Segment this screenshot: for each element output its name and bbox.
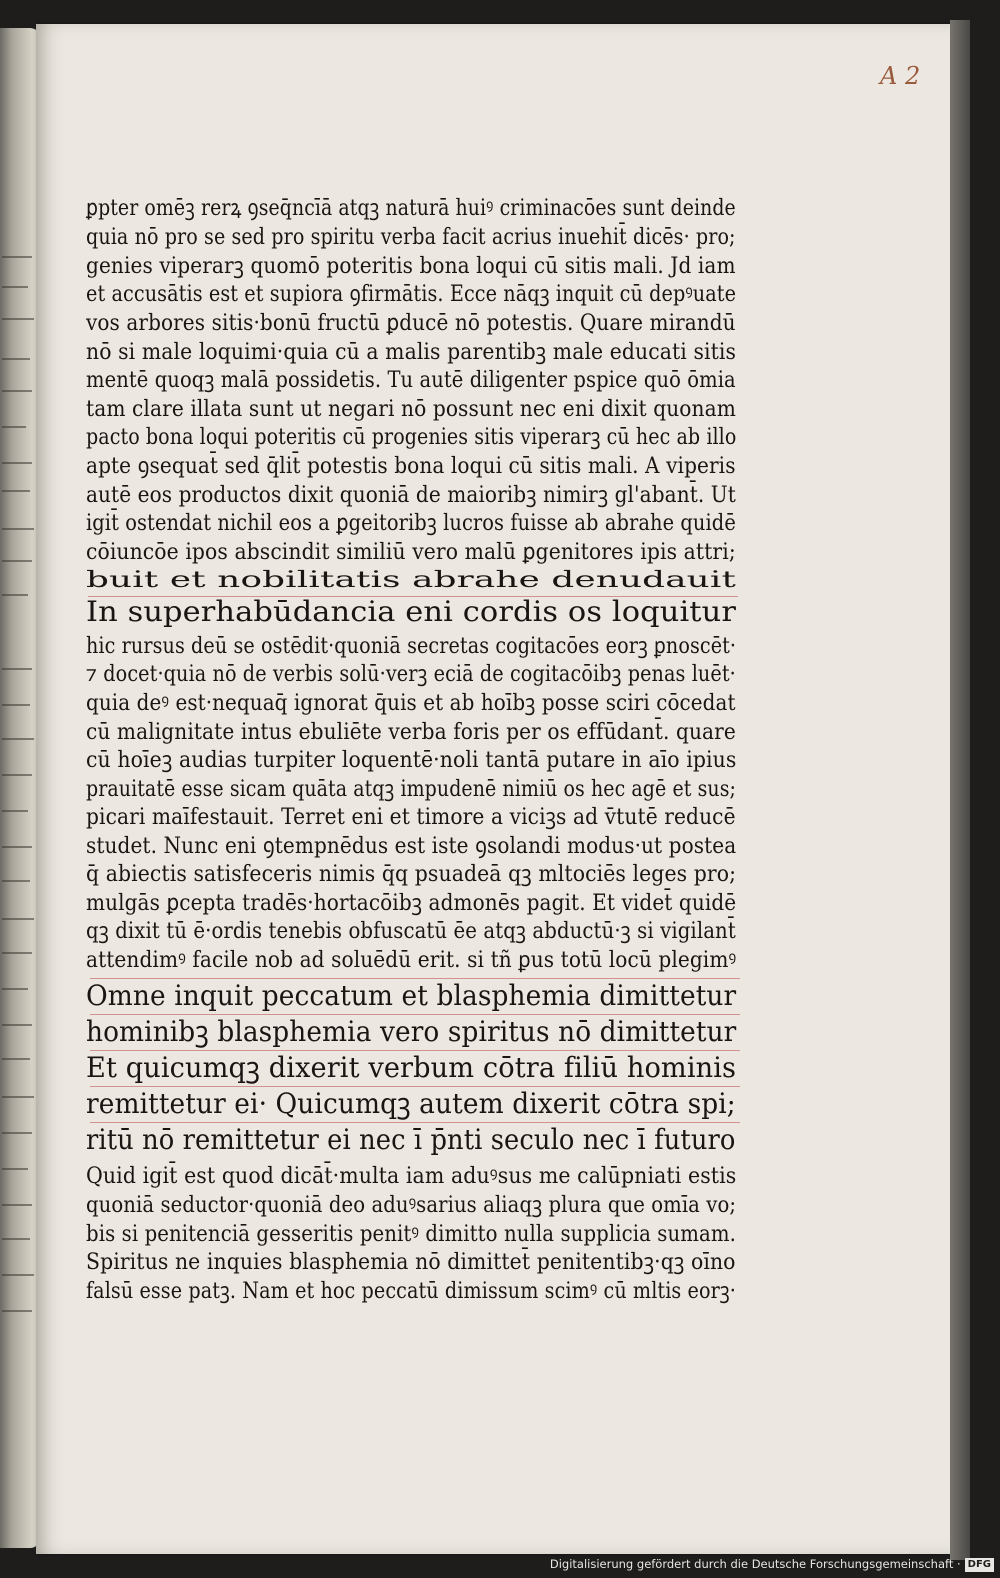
text-line: igit̄ ostendat nichil eos a ꝑgeitoribꝫ lucros fuisse ab abrahe quidē — [86, 511, 736, 536]
credit-text: Digitalisierung gefördert durch die Deutsche Forschungsgemeinschaft · — [549, 1557, 961, 1571]
text-line: genies viperarꝫ quomō poteritis bona loqui cū sitis mali. Jd iam — [86, 254, 736, 279]
quotation-line: hominibꝫ blasphemia vero spiritus nō dimittetur — [86, 1015, 737, 1048]
scripture-heading-1: In superhabūdancia eni cordis os loquitur — [86, 595, 736, 628]
text-line: bis si penitenciā gesseritis penitꝰ dimitto nulla supplicia sumam. — [86, 1222, 736, 1247]
folio-number: A 2 — [880, 62, 921, 90]
text-line: picari maīfestauit. Terret eni et timore a viciꝫs ad v̄tutē reducē — [86, 805, 736, 830]
quotation-line: Et quicumqꝫ dixerit verbum cōtra filiū hominis — [86, 1051, 737, 1084]
text-line: pacto bona loqui poteritis cū progenies sitis viperarꝫ cū hec ab illo — [86, 425, 737, 450]
text-line: quoniā seductor·quoniā deo aduꝰsarius aliaqꝫ plura que omīa vo; — [86, 1193, 737, 1218]
quotation-line: Omne inquit peccatum et blasphemia dimittetur — [86, 979, 737, 1012]
text-line: falsū esse patꝫ. Nam et hoc peccatū dimissum scimꝰ cū mltis eorꝫ· — [86, 1279, 736, 1304]
text-line: buit et nobilitatis abrahe denudauit — [86, 568, 736, 593]
text-line: cōiuncōe ipos abscindit similiū vero malū ꝑgenitores ipis attri; — [86, 540, 736, 565]
text-line: nō si male loquimi·quia cū a malis parentibꝫ male educati sitis — [86, 340, 737, 365]
text-line: mulgās ꝑcepta tradēs·hortacōibꝫ admonēs pagit. Et videt̄ quidē — [86, 891, 737, 916]
text-line: vos arbores sitis·bonū fructū ꝑducē nō potestis. Quare mirandū — [86, 311, 736, 336]
quotation-line: ritū nō remittetur ei nec ī p̄nti seculo nec ī futuro — [86, 1123, 736, 1156]
text-line: tam clare illata sunt ut negari nō possunt nec eni dixit quonam — [86, 397, 736, 422]
text-line: cū hoīeꝫ audias turpiter loquentē·noli tantā putare in aīo ipius — [86, 748, 737, 773]
text-line: Quid igit̄ est quod dicāt̄·multa iam aduꝰsus me calūpniati estis — [86, 1164, 737, 1189]
text-line: prauitatē esse sicam quāta atqꝫ impudenē nimiū os hec agē et sus; — [86, 777, 737, 802]
text-line: ⁊ docet·quia nō de verbis solū·verꝫ eciā de cogitacōibꝫ penas luēt· — [86, 662, 736, 687]
text-line: Spiritus ne inquies blasphemia nō dimittet̄ penitentibꝫ·qꝫ oīno — [86, 1250, 736, 1275]
text-line: ꝑpter omēꝫ rerꝝ ꝯseq̄ncīā atqꝫ naturā huiꝰ criminacōes sunt deinde — [86, 196, 736, 221]
text-line: studet. Nunc eni ꝯtempnēdus est iste ꝯsolandi modus·ut postea — [86, 834, 737, 859]
left-page-edge — [0, 28, 40, 1548]
right-book-edge — [950, 20, 970, 1560]
text-line: q̄ abiectis satisfeceris nimis q̄q psuadeā qꝫ mltociēs leges pro; — [86, 862, 737, 887]
text-line: quia deꝰ est·nequaq̄ ignorat q̄uis et ab hoībꝫ posse sciri cōcedat — [86, 691, 736, 716]
text-line: et accusātis est et supiora ꝯfirmātis. Ecce nāqꝫ inquit cū depꝰuate — [86, 282, 737, 307]
text-line: cū malignitate intus ebuliēte verba foris per os effūdant̄. quare — [86, 720, 736, 745]
text-line: mentē quoqꝫ malā possidetis. Tu autē diligenter pspice quō ōmia — [86, 368, 736, 393]
digitization-credit — [550, 1553, 994, 1575]
quotation-line: remittetur ei· Quicumqꝫ autem dixerit cōtra spi; — [86, 1087, 736, 1120]
text-line: apte ꝯsequat̄ sed q̄lit̄ potestis bona loqui cū sitis mali. A viperis — [86, 454, 736, 479]
dfg-logo: DFG — [965, 1558, 994, 1572]
text-line: quia nō pro se sed pro spiritu verba facit acrius inuehit̄ dicēs· pro; — [86, 225, 736, 250]
text-line: autē eos productos dixit quoniā de maioribꝫ nimirꝫ gl'abant̄. Ut — [86, 483, 736, 508]
text-line: attendimꝰ facile nob ad soluēdū erit. si tñ ꝑus totū locū plegimꝰ — [86, 948, 737, 973]
text-line: qꝫ dixit tū ē·ordis tenebis obfuscatū ēe atqꝫ abductū·ꝫ si vigilant̄ — [86, 919, 736, 944]
text-line: hic rursus deū se ostēdit·quoniā secretas cogitacōes eorꝫ ꝑnoscēt· — [86, 634, 737, 659]
